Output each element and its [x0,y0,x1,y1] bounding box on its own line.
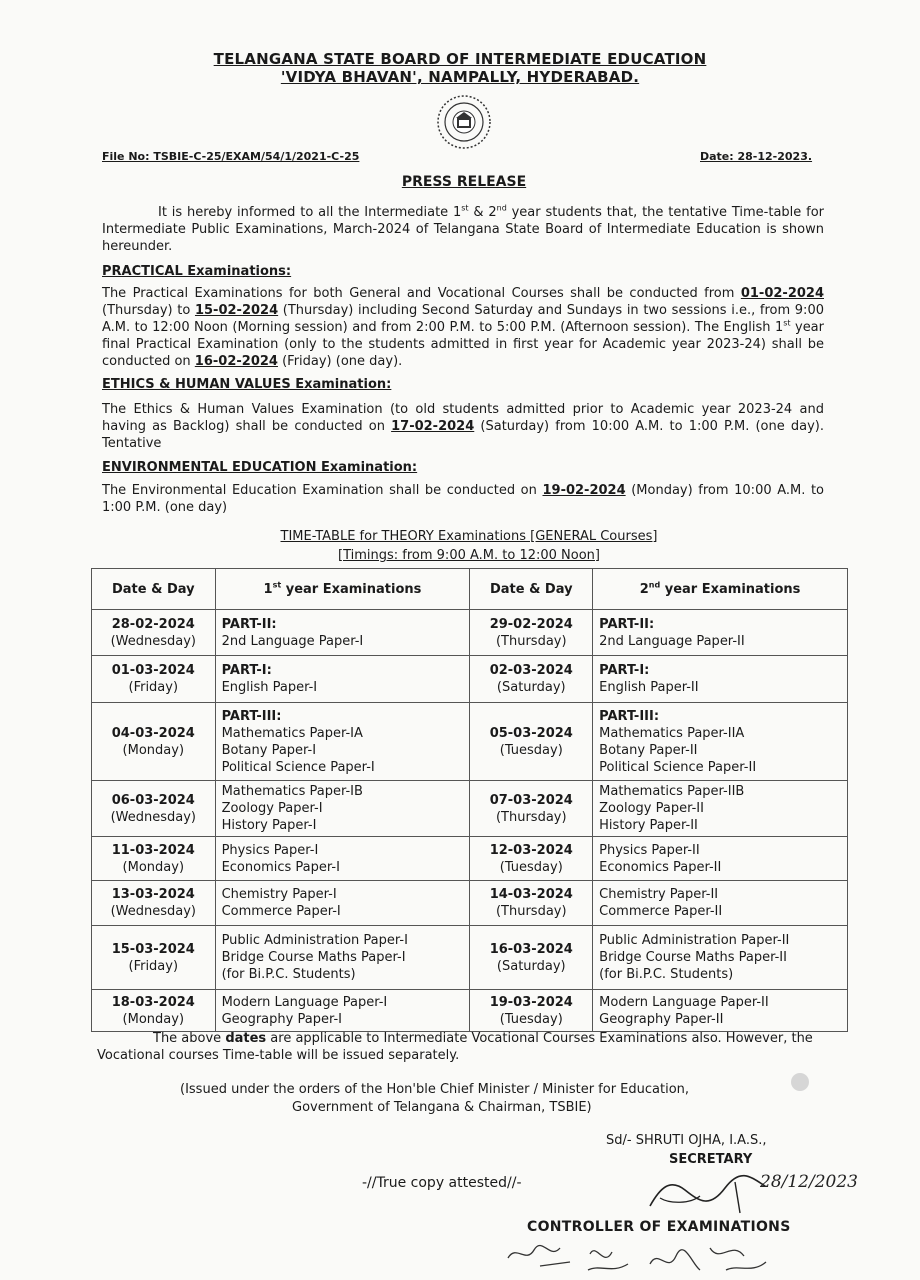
second-year-exam-cell: Public Administration Paper-II Bridge Course Maths Paper-II (for Bi.P.C. Students) [593,926,848,990]
board-seal-icon [436,94,492,150]
col-date-1: Date & Day [92,569,216,610]
practical-paragraph: The Practical Examinations for both General and Vocational Courses shall be conducted from 01-02-2024 (Thursday) to 15-02-2024 (Thursday) including Second Saturday and Sundays in two sessions i.e., from 9:00 A.M. to 12:00 Noon (Morning session) and from 2:00 P.M. to 5:00 P.M. (Afternoon session). The English 1st year final Practical Examination (only to the students admitted in first year for Academic year 2023-24) shall be conducted on 16-02-2024 (Friday) (one day). [102,286,824,369]
table-row [92,990,848,1032]
second-year-date-cell: 14-03-2024 (Thursday) [470,881,593,926]
second-year-date-cell: 02-03-2024 (Saturday) [470,656,593,703]
ethics-heading: ETHICS & HUMAN VALUES Examination: [102,377,392,392]
second-year-date-cell: 05-03-2024 (Tuesday) [470,703,593,781]
first-year-date-cell: 18-03-2024 (Monday) [92,990,216,1032]
signatory-name: Sd/- SHRUTI OJHA, I.A.S., [606,1133,767,1148]
table-row [92,837,848,881]
environmental-heading: ENVIRONMENTAL EDUCATION Examination: [102,460,418,475]
second-year-date-cell: 07-03-2024 (Thursday) [470,781,593,837]
table-row [92,656,848,703]
table-row [92,703,848,781]
footnote-paragraph: The above dates are applicable to Intermediate Vocational Courses Examinations also. However, the Vocational courses Time-table will be issued separately. [97,1031,813,1063]
first-year-exam-cell: Physics Paper-I Economics Paper-I [215,837,470,881]
first-year-exam-cell: Chemistry Paper-I Commerce Paper-I [215,881,470,926]
first-year-date-cell: 01-03-2024 (Friday) [92,656,216,703]
signatory-designation: SECRETARY [669,1152,753,1167]
practical-heading: PRACTICAL Examinations: [102,264,292,279]
second-year-exam-cell: PART-I: English Paper-II [593,656,848,703]
col-second-year: 2nd year Examinations [593,569,848,610]
second-year-exam-cell: PART-III: Mathematics Paper-IIA Botany Paper-II Political Science Paper-II [593,703,848,781]
second-year-exam-cell: PART-II: 2nd Language Paper-II [593,610,848,656]
file-number: File No: TSBIE-C-25/EXAM/54/1/2021-C-25 [102,150,360,163]
handwritten-date: 28/12/2023 [760,1172,858,1192]
board-address: 'VIDYA BHAVAN', NAMPALLY, HYDERABAD. [280,68,640,86]
col-first-year: 1st year Examinations [215,569,470,610]
first-year-exam-cell: PART-II: 2nd Language Paper-I [215,610,470,656]
first-year-date-cell: 06-03-2024 (Wednesday) [92,781,216,837]
col-date-2: Date & Day [470,569,593,610]
first-year-exam-cell: Modern Language Paper-I Geography Paper-I [215,990,470,1032]
first-year-date-cell: 04-03-2024 (Monday) [92,703,216,781]
initials-scribble-icon [500,1234,780,1280]
ethics-paragraph: The Ethics & Human Values Examination (to old students admitted prior to Academic year 2023-24 and having as Backlog) shall be conducted on 17-02-2024 (Saturday) from 10:00 A.M. to 1:00 P.M. (one day). Tentative [102,402,824,451]
second-year-exam-cell: Mathematics Paper-IIB Zoology Paper-II History Paper-II [593,781,848,837]
first-year-date-cell: 11-03-2024 (Monday) [92,837,216,881]
second-year-date-cell: 29-02-2024 (Thursday) [470,610,593,656]
first-year-date-cell: 28-02-2024 (Wednesday) [92,610,216,656]
first-year-exam-cell: Mathematics Paper-IB Zoology Paper-I History Paper-I [215,781,470,837]
second-year-date-cell: 16-03-2024 (Saturday) [470,926,593,990]
document-date: Date: 28-12-2023. [700,150,813,163]
scan-mark [791,1073,809,1091]
table-row [92,881,848,926]
second-year-date-cell: 12-03-2024 (Tuesday) [470,837,593,881]
timetable [91,568,848,1032]
true-copy-attested: -//True copy attested//- [362,1175,522,1191]
second-year-date-cell: 19-03-2024 (Tuesday) [470,990,593,1032]
controller-title: CONTROLLER OF EXAMINATIONS [527,1219,791,1235]
page-title: PRESS RELEASE [401,174,527,190]
first-year-date-cell: 13-03-2024 (Wednesday) [92,881,216,926]
table-row [92,926,848,990]
table-header-row [92,569,848,610]
second-year-exam-cell: Physics Paper-II Economics Paper-II [593,837,848,881]
timetable-heading: TIME-TABLE for THEORY Examinations [GENERAL Courses] [280,529,658,544]
issued-line-1: (Issued under the orders of the Hon'ble Chief Minister / Minister for Education, [180,1082,690,1097]
timetable-timings: [Timings: from 9:00 A.M. to 12:00 Noon] [338,548,600,563]
signature-scribble-icon [640,1168,770,1218]
environmental-paragraph: The Environmental Education Examination shall be conducted on 19-02-2024 (Monday) from 10:00 A.M. to 1:00 P.M. (one day) [102,483,824,515]
table-row [92,781,848,837]
table-row [92,610,848,656]
first-year-exam-cell: PART-I: English Paper-I [215,656,470,703]
first-year-date-cell: 15-03-2024 (Friday) [92,926,216,990]
issued-line-2: Government of Telangana & Chairman, TSBIE) [292,1100,592,1115]
second-year-exam-cell: Modern Language Paper-II Geography Paper-II [593,990,848,1032]
first-year-exam-cell: Public Administration Paper-I Bridge Course Maths Paper-I (for Bi.P.C. Students) [215,926,470,990]
first-year-exam-cell: PART-III: Mathematics Paper-IA Botany Paper-I Political Science Paper-I [215,703,470,781]
board-name: TELANGANA STATE BOARD OF INTERMEDIATE EDUCATION [213,50,707,68]
second-year-exam-cell: Chemistry Paper-II Commerce Paper-II [593,881,848,926]
intro-paragraph: It is hereby informed to all the Intermediate 1st & 2nd year students that, the tentative Time-table for Intermediate Public Examinations, March-2024 of Telangana State Board of Intermediate Education is shown hereunder. [102,203,824,254]
